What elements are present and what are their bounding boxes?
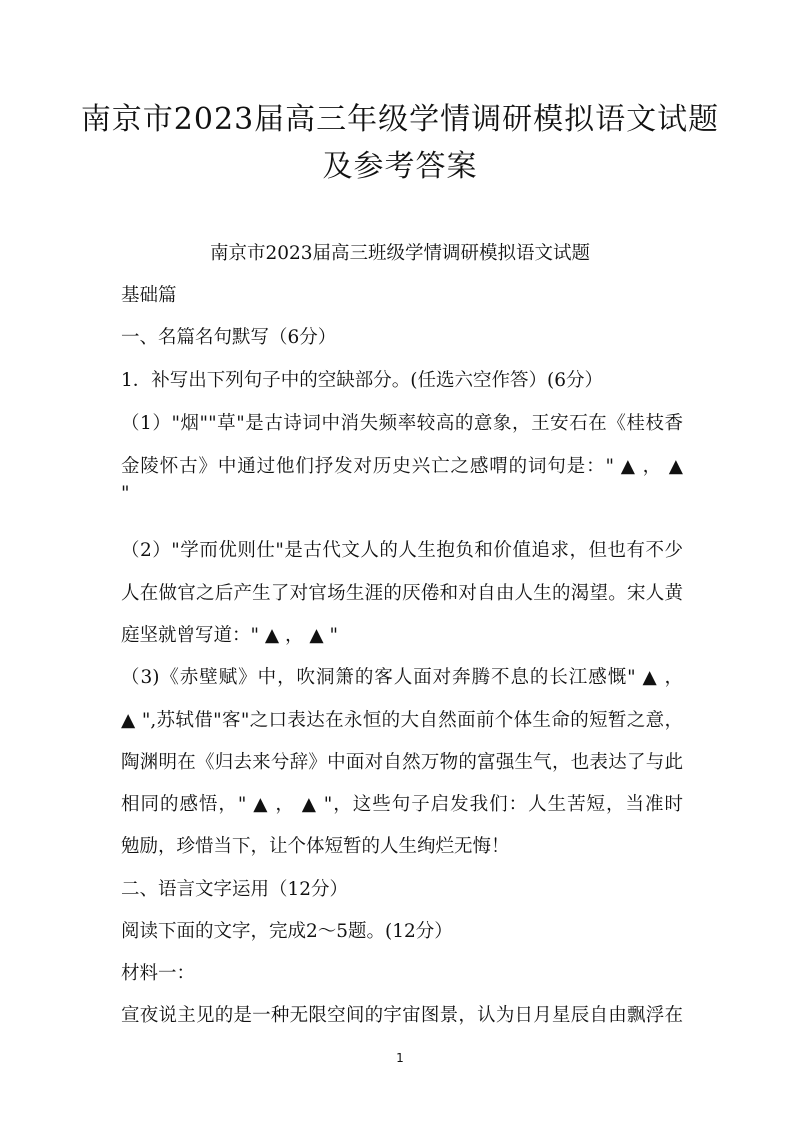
question-1-1-line-2: 金陵怀古》中通过他们抒发对历史兴亡之感喟的词句是：" ▲ ， ▲ — [121, 456, 683, 477]
page-number: 1 — [396, 1051, 404, 1065]
question-1-1-line-3: " — [121, 483, 130, 504]
question-1-3-line-4: 相同的感悟，" ▲ ， ▲ "，这些句子启发我们：人生苦短，当准时 — [121, 794, 683, 815]
question-1-2-line-3: 庭坚就曾写道：" ▲ ， ▲ " — [121, 625, 338, 646]
section-1-heading: 一、名篇名句默写（6分） — [121, 327, 337, 348]
question-1-3-line-2: ▲ ",苏轼借"客"之口表达在永恒的大自然面前个体生命的短暂之意， — [121, 710, 683, 731]
section-2-heading: 二、语言文字运用（12分） — [121, 879, 349, 900]
question-1-3-line-5: 勉励，珍惜当下，让个体短暂的人生绚烂无悔！ — [121, 836, 510, 857]
question-1-3-line-1: （3)《赤壁赋》中，吹洞箫的客人面对奔腾不息的长江感慨" ▲ ， — [121, 667, 683, 688]
question-2-intro: 阅读下面的文字，完成2～5题。(12分） — [121, 921, 453, 942]
question-1: 1．补写出下列句子中的空缺部分。(任选六空作答）(6分） — [121, 370, 603, 391]
document-title-line-1: 南京市2023届高三年级学情调研模拟语文试题 — [80, 102, 720, 137]
question-1-2-line-1: （2）"学而优则仕"是古代文人的人生抱负和价值追求，但也有不少 — [121, 540, 683, 561]
material-1-label: 材料一： — [121, 963, 196, 984]
question-1-3-line-3: 陶渊明在《归去来兮辞》中面对自然万物的富强生气，也表达了与此 — [121, 752, 683, 773]
document-title-line-2: 及参考答案 — [322, 149, 478, 184]
question-1-1-line-1: （1）"烟""草"是古诗词中消失频率较高的意象，王安石在《桂枝香 — [121, 413, 683, 434]
question-1-2-line-2: 人在做官之后产生了对官场生涯的厌倦和对自由人生的渴望。宋人黄 — [121, 583, 683, 604]
exam-subtitle: 南京市2023届高三班级学情调研模拟语文试题 — [209, 243, 591, 264]
material-1-text: 宣夜说主见的是一种无限空间的宇宙图景，认为日月星辰自由飘浮在 — [121, 1005, 683, 1026]
section-basic-heading: 基础篇 — [121, 285, 177, 306]
